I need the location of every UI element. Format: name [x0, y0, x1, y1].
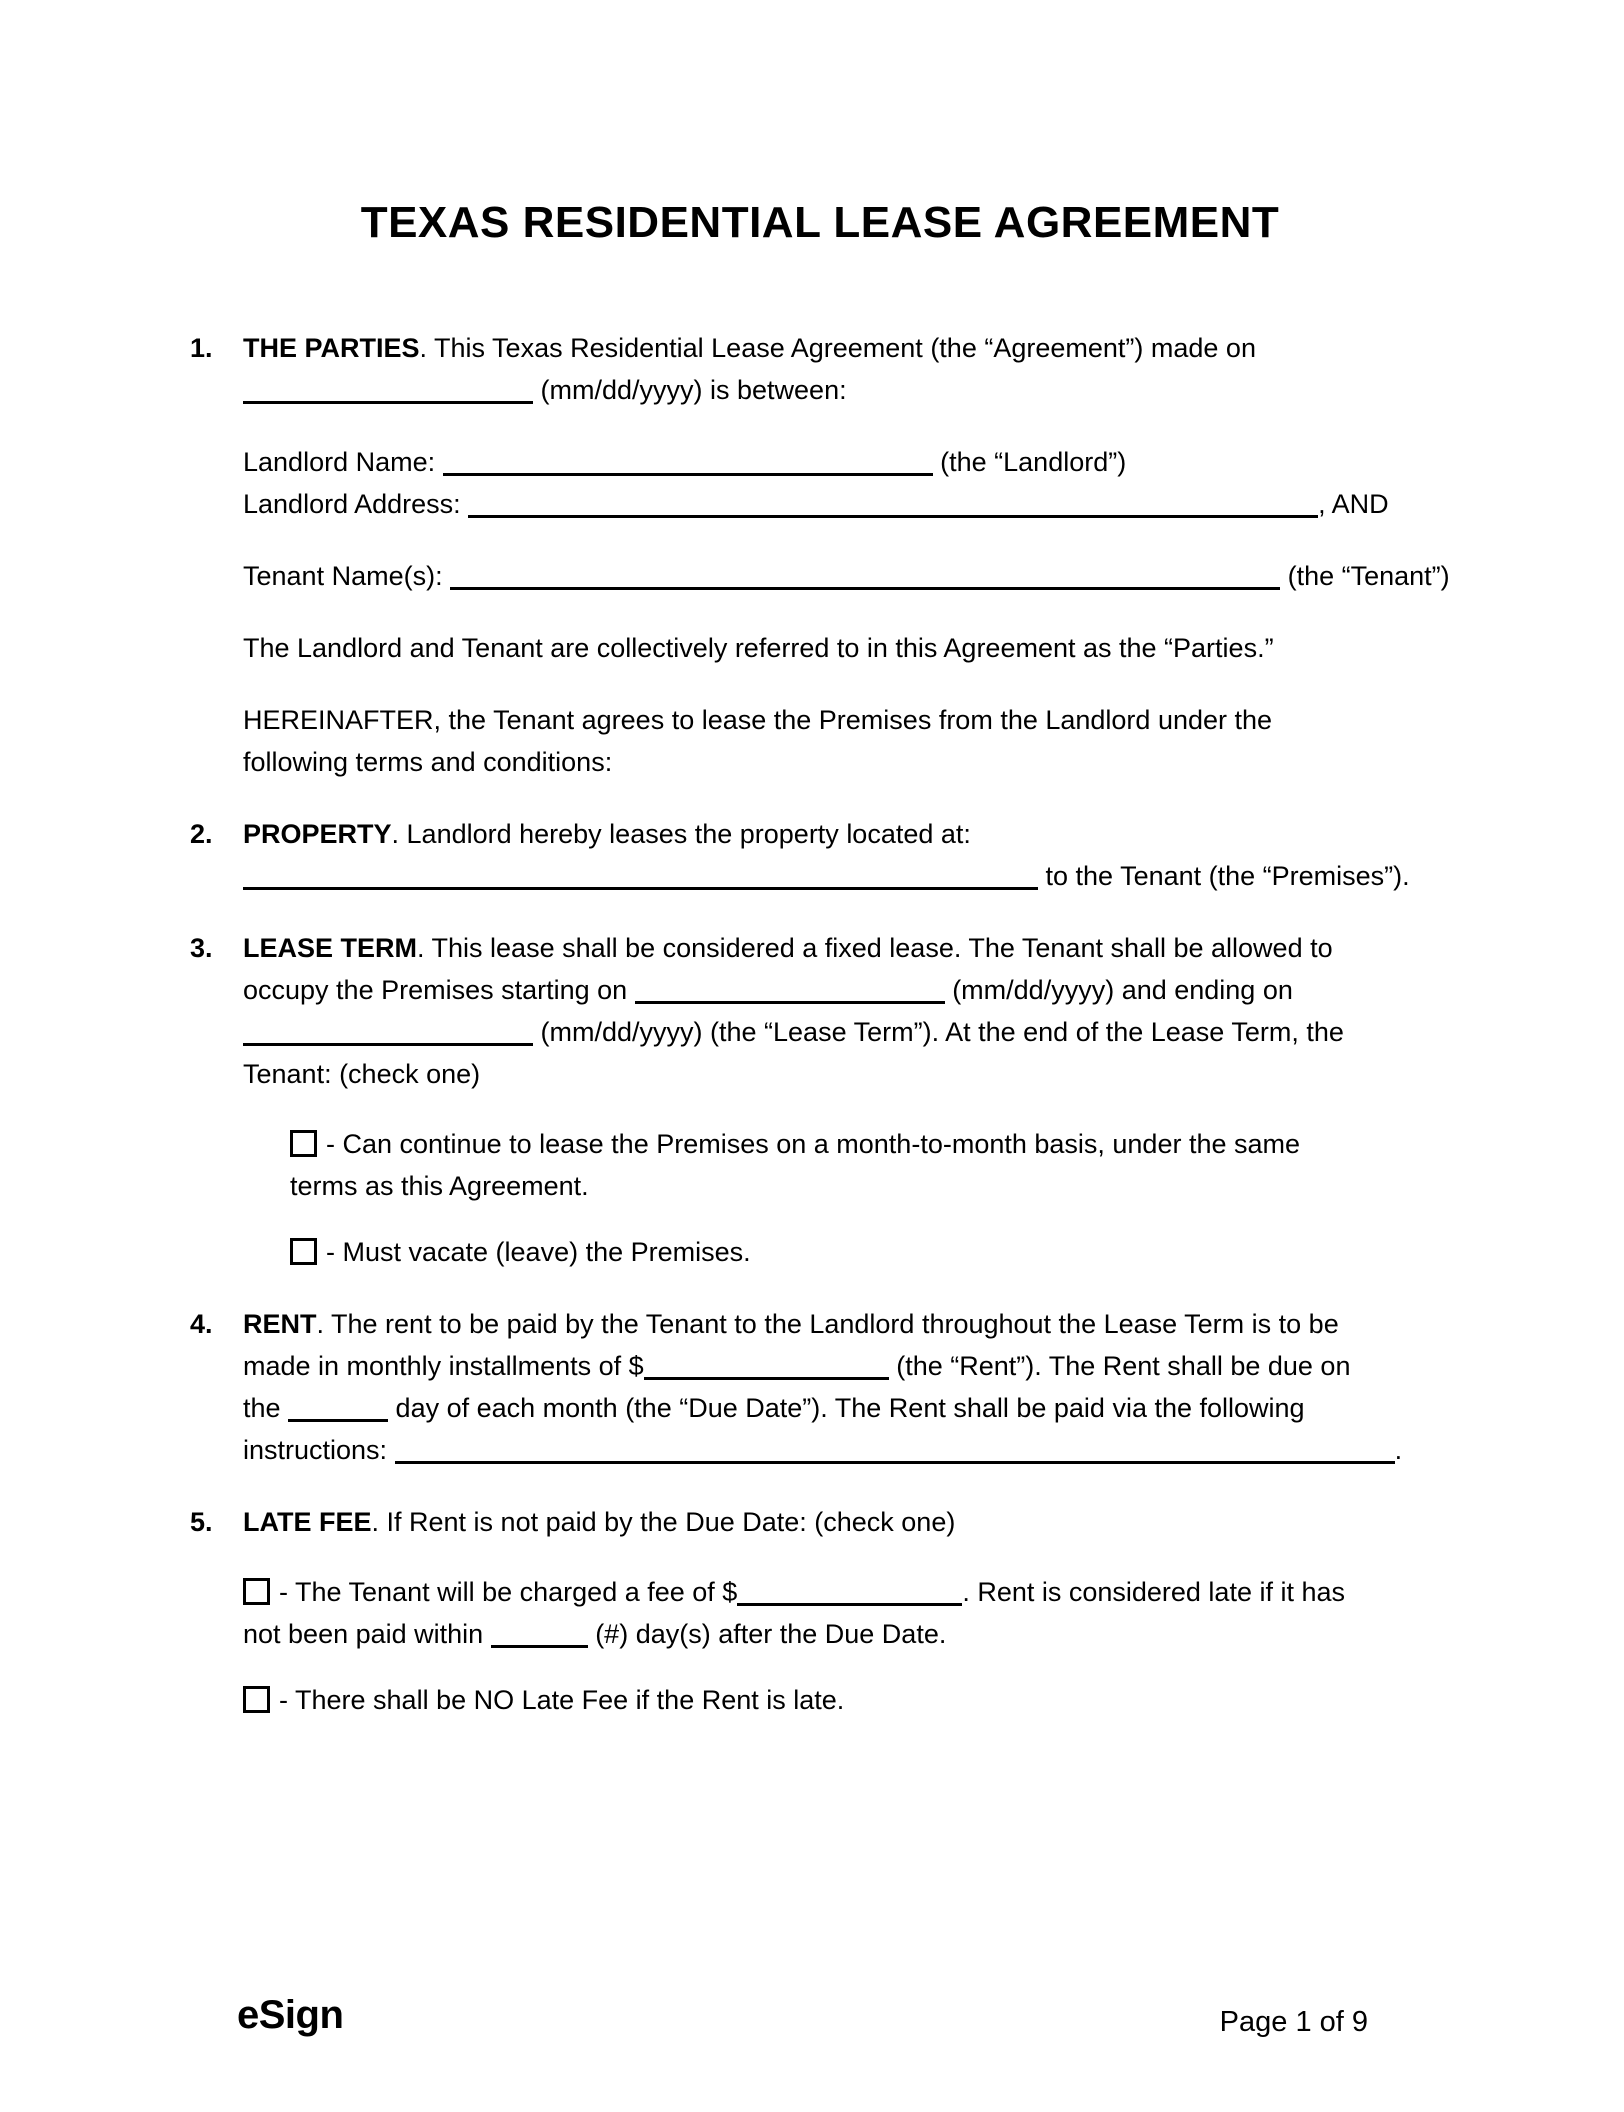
- text-line: [290, 1123, 1450, 1165]
- text-line: [243, 1429, 1450, 1471]
- text-run: - The Tenant will be charged a fee of $: [279, 1577, 738, 1607]
- text-line: [243, 741, 1450, 783]
- text-line: [243, 969, 1450, 1011]
- late-fee-intro: [243, 1501, 1450, 1543]
- text-line: [243, 1011, 1450, 1053]
- lease-term-intro: [243, 927, 1450, 1095]
- landlord-lines: [243, 441, 1450, 525]
- landlord-name-blank[interactable]: [443, 443, 933, 476]
- text-run: - There shall be NO Late Fee if the Rent is late.: [279, 1685, 845, 1715]
- text-line: [243, 1303, 1450, 1345]
- text-run: The Landlord and Tenant are collectively referred to in this Agreement as the “Parties.”: [243, 633, 1274, 663]
- section-body: [243, 927, 1450, 1273]
- text-run: . This lease shall be considered a fixed lease. The Tenant shall be allowed to: [417, 933, 1333, 963]
- section-heading: THE PARTIES: [243, 333, 420, 363]
- text-run: (mm/dd/yyyy) and ending on: [944, 975, 1293, 1005]
- option-no-late-fee: [243, 1679, 1450, 1721]
- text-run: - Can continue to lease the Premises on a month-to-month basis, under the same: [326, 1129, 1301, 1159]
- section-heading: LEASE TERM: [243, 933, 418, 963]
- text-run: (the “Landlord”): [932, 447, 1127, 477]
- no-late-fee-checkbox[interactable]: [243, 1686, 270, 1713]
- section-rent: [190, 1303, 1450, 1471]
- text-run: . The rent to be paid by the Tenant to the Landlord throughout the Lease Term is to be: [316, 1309, 1339, 1339]
- rent-due-day-blank[interactable]: [288, 1389, 388, 1422]
- text-line: [243, 1679, 1450, 1721]
- hereinafter: [243, 699, 1450, 783]
- section-lease-term: [190, 927, 1450, 1273]
- tenant-line: [243, 555, 1450, 597]
- section-number: 5.: [190, 1507, 213, 1537]
- text-line: [243, 555, 1450, 597]
- text-line: [243, 627, 1450, 669]
- text-run: to the Tenant (the “Premises”).: [1038, 861, 1410, 891]
- late-grace-days-blank[interactable]: [491, 1615, 588, 1648]
- text-run: (mm/dd/yyyy) is between:: [533, 375, 847, 405]
- text-run: (mm/dd/yyyy) (the “Lease Term”). At the end of the Lease Term, the: [533, 1017, 1344, 1047]
- lease-start-date-blank[interactable]: [635, 971, 945, 1004]
- section-body: [243, 1501, 1450, 1721]
- section-heading: RENT: [243, 1309, 317, 1339]
- text-run: .: [1394, 1435, 1403, 1465]
- must-vacate-checkbox[interactable]: [290, 1238, 317, 1265]
- text-run: following terms and conditions:: [243, 747, 613, 777]
- text-run: occupy the Premises starting on: [243, 975, 635, 1005]
- section-number: 4.: [190, 1309, 213, 1339]
- option-month-to-month: [243, 1123, 1450, 1207]
- section-number: 2.: [190, 819, 213, 849]
- text-run: . This Texas Residential Lease Agreement (the “Agreement”) made on: [419, 333, 1256, 363]
- text-run: HEREINAFTER, the Tenant agrees to lease the Premises from the Landlord under the: [243, 705, 1273, 735]
- section-number: 1.: [190, 333, 213, 363]
- text-line: [290, 1231, 1450, 1273]
- landlord-address-blank[interactable]: [468, 485, 1318, 518]
- property-intro: [243, 813, 1450, 897]
- text-run: Landlord Name:: [243, 447, 443, 477]
- text-line: [243, 699, 1450, 741]
- text-run: Landlord Address:: [243, 489, 469, 519]
- text-line: [243, 1345, 1450, 1387]
- option-vacate: [243, 1231, 1450, 1273]
- text-line: [243, 369, 1450, 411]
- text-run: (the “Tenant”): [1280, 561, 1450, 591]
- lease-end-date-blank[interactable]: [243, 1013, 533, 1046]
- text-run: . Landlord hereby leases the property located at:: [391, 819, 971, 849]
- parties-collective: [243, 627, 1450, 669]
- text-line: [243, 327, 1450, 369]
- section-heading: PROPERTY: [243, 819, 392, 849]
- text-run: (the “Rent”). The Rent shall be due on: [888, 1351, 1351, 1381]
- agreement-date-blank[interactable]: [243, 371, 533, 404]
- text-run: day of each month (the “Due Date”). The Rent shall be paid via the following: [388, 1393, 1305, 1423]
- text-run: instructions:: [243, 1435, 395, 1465]
- text-run: terms as this Agreement.: [290, 1171, 589, 1201]
- page-title: TEXAS RESIDENTIAL LEASE AGREEMENT: [360, 198, 1280, 247]
- text-line: [243, 483, 1450, 525]
- text-run: . Rent is considered late if it has: [962, 1577, 1346, 1607]
- sections: [190, 327, 1450, 1721]
- text-run: made in monthly installments of $: [243, 1351, 644, 1381]
- section-property: [190, 813, 1450, 897]
- section-body: [243, 813, 1450, 897]
- payment-instructions-blank[interactable]: [395, 1431, 1395, 1464]
- text-line: [243, 1501, 1450, 1543]
- late-fee-charged-checkbox[interactable]: [243, 1578, 270, 1605]
- option-late-fee-charged: [243, 1571, 1450, 1655]
- esign-logo: eSign: [237, 1993, 344, 2037]
- section-heading: LATE FEE: [243, 1507, 372, 1537]
- text-run: . If Rent is not paid by the Due Date: (check one): [371, 1507, 956, 1537]
- rent-terms: [243, 1303, 1450, 1471]
- text-line: [243, 1387, 1450, 1429]
- text-line: [243, 1053, 1450, 1095]
- parties-intro: [243, 327, 1450, 411]
- rent-amount-blank[interactable]: [644, 1347, 889, 1380]
- text-line: [243, 1613, 1450, 1655]
- month-to-month-checkbox[interactable]: [290, 1130, 317, 1157]
- tenant-names-blank[interactable]: [450, 557, 1280, 590]
- property-address-blank[interactable]: [243, 857, 1038, 890]
- text-run: (#) day(s) after the Due Date.: [587, 1619, 947, 1649]
- text-run: , AND: [1318, 489, 1389, 519]
- text-line: [243, 855, 1450, 897]
- late-fee-amount-blank[interactable]: [737, 1573, 962, 1606]
- text-line: [243, 813, 1450, 855]
- section-body: [243, 327, 1450, 783]
- section-late-fee: [190, 1501, 1450, 1721]
- text-run: not been paid within: [243, 1619, 491, 1649]
- document-content: [190, 197, 1450, 1721]
- section-body: [243, 1303, 1450, 1471]
- text-run: the: [243, 1393, 289, 1423]
- section-the-parties: [190, 327, 1450, 783]
- text-line: [243, 441, 1450, 483]
- page-indicator: Page 1 of 9: [1219, 2006, 1368, 2038]
- text-run: - Must vacate (leave) the Premises.: [326, 1237, 751, 1267]
- text-line: [243, 927, 1450, 969]
- text-line: [243, 1571, 1450, 1613]
- text-run: Tenant Name(s):: [243, 561, 451, 591]
- section-number: 3.: [190, 933, 213, 963]
- text-run: Tenant: (check one): [243, 1059, 481, 1089]
- text-line: [290, 1165, 1450, 1207]
